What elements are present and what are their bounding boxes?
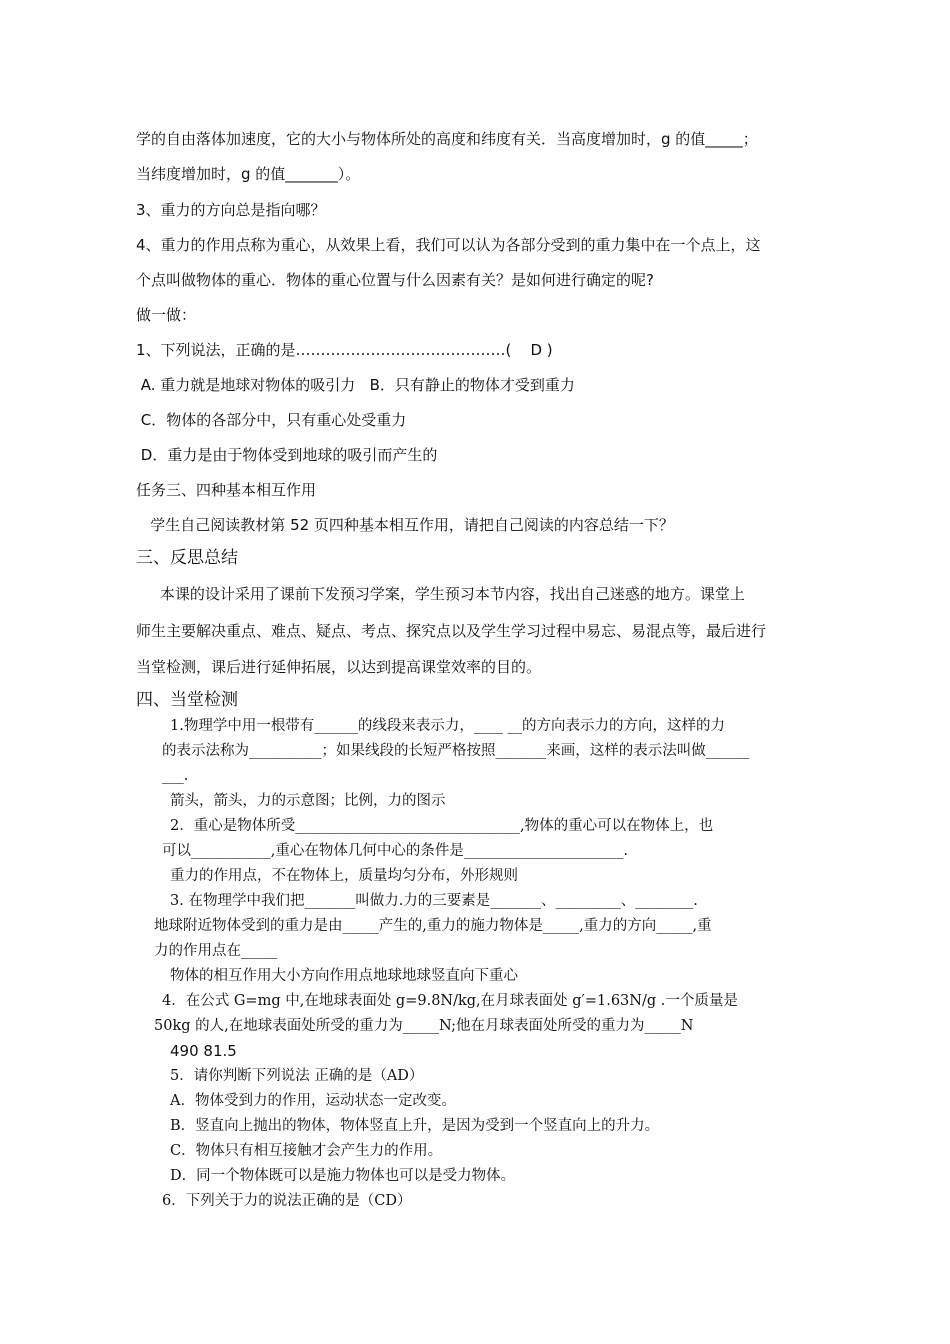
test-q3-line-1: 3. 在物理学中我们把_______叫做力.力的三要素是_______、_________、________. bbox=[170, 893, 698, 909]
task-three-text: 学生自己阅读教材第 52 页四种基本相互作用，请把自己阅读的内容总结一下？ bbox=[136, 516, 674, 534]
reflection-line-2: 师生主要解决重点、难点、疑点、考点、探究点以及学生学习过程中易忘、易混点等，最后进行 bbox=[136, 622, 767, 640]
test-q1-answer: 箭头，箭头，力的示意图；比例，力的图示 bbox=[170, 793, 446, 809]
question-4-cont: 个点叫做物体的重心．物体的重心位置与什么因素有关？是如何进行确定的呢? bbox=[136, 271, 654, 289]
test-q1-line-3: ___. bbox=[162, 768, 189, 784]
test-q1-line-1: 1.物理学中用一根带有______的线段来表示力，____ __的方向表示力的方向，这样的力 bbox=[170, 718, 725, 734]
text-line-1: 学的自由落体加速度，它的大小与物体所处的高度和纬度有关．当高度增加时，g 的值_____； bbox=[136, 130, 758, 148]
question-4: 4、重力的作用点称为重心，从效果上看，我们可以认为各部分受到的重力集中在一个点上，这 bbox=[136, 236, 761, 254]
option-d: D．重力是由于物体受到地球的吸引而产生的 bbox=[136, 446, 438, 464]
test-q5-option-a: A．物体受到力的作用，运动状态一定改变。 bbox=[170, 1093, 456, 1109]
task-three-heading: 任务三、四种基本相互作用 bbox=[136, 481, 317, 499]
test-q3-answer: 物体的相互作用大小方向作用点地球地球竖直向下重心 bbox=[170, 968, 518, 984]
text-line-2: 当纬度增加时，g 的值_______）。 bbox=[136, 165, 361, 183]
test-q4-answer: 490 81.5 bbox=[170, 1042, 237, 1060]
test-q4-line-2: 50kg 的人,在地球表面处所受的重力为_____N;他在月球表面处所受的重力为_____N bbox=[154, 1018, 694, 1034]
test-q4-line-1: 4．在公式 G=mg 中,在地球表面处 g=9.8N/kg,在月球表面处 g′=1.63N/g .一个质量是 bbox=[162, 993, 738, 1009]
reflection-line-3: 当堂检测，课后进行延伸拓展，以达到提高课堂效率的目的。 bbox=[136, 658, 542, 676]
practice-heading: 做一做： bbox=[136, 306, 197, 324]
test-q2-answer: 重力的作用点，不在物体上，质量均匀分布，外形规则 bbox=[170, 868, 518, 884]
option-c: C．物体的各部分中，只有重心处受重力 bbox=[136, 411, 407, 429]
question-3: 3、重力的方向总是指向哪？ bbox=[136, 201, 326, 219]
test-q5-option-d: D．同一个物体既可以是施力物体也可以是受力物体。 bbox=[170, 1168, 516, 1184]
option-a-b: A. 重力就是地球对物体的吸引力 B．只有静止的物体才受到重力 bbox=[136, 376, 575, 394]
test-q2-line-1: 2．重心是物体所受_______________________________,物体的重心可以在物体上，也 bbox=[170, 818, 714, 834]
test-q6-title: 6．下列关于力的说法正确的是（CD） bbox=[162, 1193, 412, 1209]
test-q3-line-2: 地球附近物体受到的重力是由_____产生的,重力的施力物体是_____,重力的方向_____,重 bbox=[154, 918, 712, 934]
section-reflection-title: 三、反思总结 bbox=[136, 548, 238, 568]
test-q1-line-2: 的表示法称为__________；如果线段的长短严格按照_______来画，这样的表示法叫做______ bbox=[162, 743, 750, 759]
test-q5-option-b: B．竖直向上抛出的物体，物体竖直上升，是因为受到一个竖直向上的升力。 bbox=[170, 1118, 660, 1134]
test-q5-title: 5．请你判断下列说法 正确的是（AD） bbox=[170, 1068, 424, 1084]
section-test-title: 四、当堂检测 bbox=[136, 690, 238, 710]
test-q5-option-c: C．物体只有相互接触才会产生力的作用。 bbox=[170, 1143, 443, 1159]
test-q2-line-2: 可以___________,重心在物体几何中心的条件是______________________. bbox=[162, 843, 628, 859]
reflection-line-1: 本课的设计采用了课前下发预习学案，学生预习本节内容，找出自己迷惑的地方。课堂上 bbox=[136, 585, 745, 603]
practice-question-1: 1、下列说法，正确的是……………………………………( D ) bbox=[136, 341, 553, 359]
test-q3-line-3: 力的作用点在_____ bbox=[154, 943, 278, 959]
